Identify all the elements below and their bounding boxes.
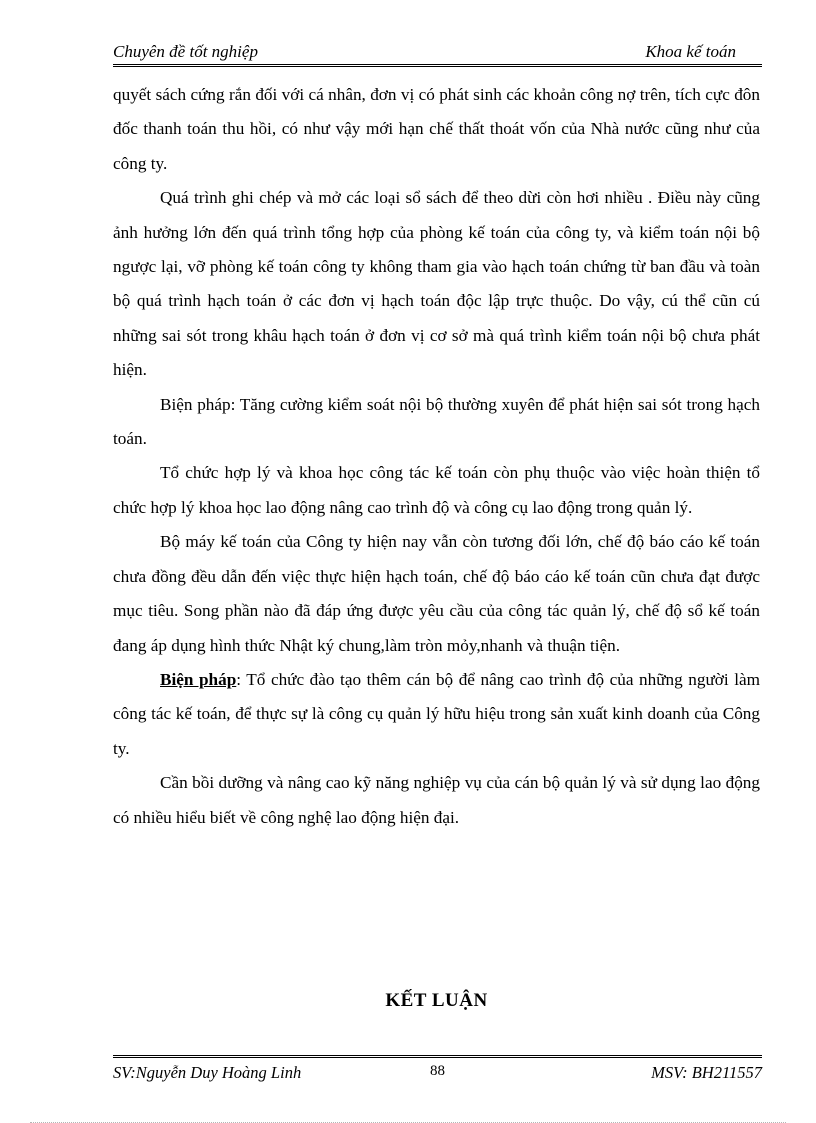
measure-text: : Tổ chức đào tạo thêm cán bộ để nâng cao trình độ của những người làm công tác kế toán, để thực sự là công cụ quản lý hữu hiệu trong sản xuất kinh doanh của Công ty.	[113, 669, 760, 758]
footer-student-id: MSV: BH211557	[651, 1063, 762, 1082]
paragraph-continuation: quyết sách cứng rắn đối với cá nhân, đơn vị có phát sinh các khoản công nợ trên, tích cực đôn đốc thanh toán thu hồi, có như vậy mới hạn chế thất thoát vốn của Nhà nước cũng như của công ty.	[113, 85, 760, 173]
paragraph-record-keeping: Quá trình ghi chép và mở các loại sổ sách để theo dừi còn hơi nhiều . Điều này cũng ảnh hưởng lớn đến quá trình tổng hợp của phòng kế toán của công ty, và kiểm toán nội bộ ngược lại, vỡ phòng kế toán công ty không tham gia vào hạch toán chứng từ ban đầu và toàn bộ quá trình hạch toán ở các đơn vị hạch toán độc lập trực thuộc. Do vậy, cú thể cũn cú những sai sót trong khâu hạch toán ở đơn vị cơ sở mà quá trình kiểm toán nội bộ chưa phát hiện.	[113, 188, 760, 380]
footer-student-name: SV:Nguyễn Duy Hoàng Linh	[113, 1063, 302, 1082]
measure-label: Biện pháp	[160, 669, 237, 689]
section-title-conclusion: KẾT LUẬN	[385, 990, 488, 1011]
paragraph-accounting-apparatus: Bộ máy kế toán của Công ty hiện nay vẫn còn tương đối lớn, chế độ báo cáo kế toán chưa đồng đều dẫn đến việc thực hiện hạch toán, chế độ báo cáo kế toán cũn chưa đạt được mục tiêu. Song phần nào đã đáp ứng được yêu cầu của công tác quản lý, chế độ sổ kế toán đang áp dụng hình thức Nhật ký chung,làm tròn mỏy,nhanh và thuận tiện.	[113, 532, 760, 655]
paragraph-skill-building: Cần bồi dưỡng và nâng cao kỹ năng nghiệp vụ của cán bộ quản lý và sử dụng lao động có nhiều hiểu biết về công nghệ lao động hiện đại.	[113, 773, 760, 827]
page-header	[113, 42, 762, 64]
page-footer	[113, 1063, 762, 1085]
header-course-title: Chuyên đề tốt nghiệp	[113, 42, 258, 61]
footer-page-number: 88	[430, 1063, 445, 1079]
footer-rule	[113, 1055, 762, 1058]
paragraph-labor-organization: Tổ chức hợp lý và khoa học công tác kế toán còn phụ thuộc vào việc hoàn thiện tổ chức hợp lý khoa học lao động nâng cao trình độ và công cụ lao động trong quản lý.	[113, 463, 760, 517]
paragraph-training-measure	[113, 663, 760, 766]
body-text	[113, 78, 760, 835]
header-department: Khoa kế toán	[645, 42, 736, 61]
header-rule	[113, 64, 762, 67]
paragraph-internal-control-measure: Biện pháp: Tăng cường kiểm soát nội bộ thường xuyên để phát hiện sai sót trong hạch toán.	[113, 394, 760, 449]
